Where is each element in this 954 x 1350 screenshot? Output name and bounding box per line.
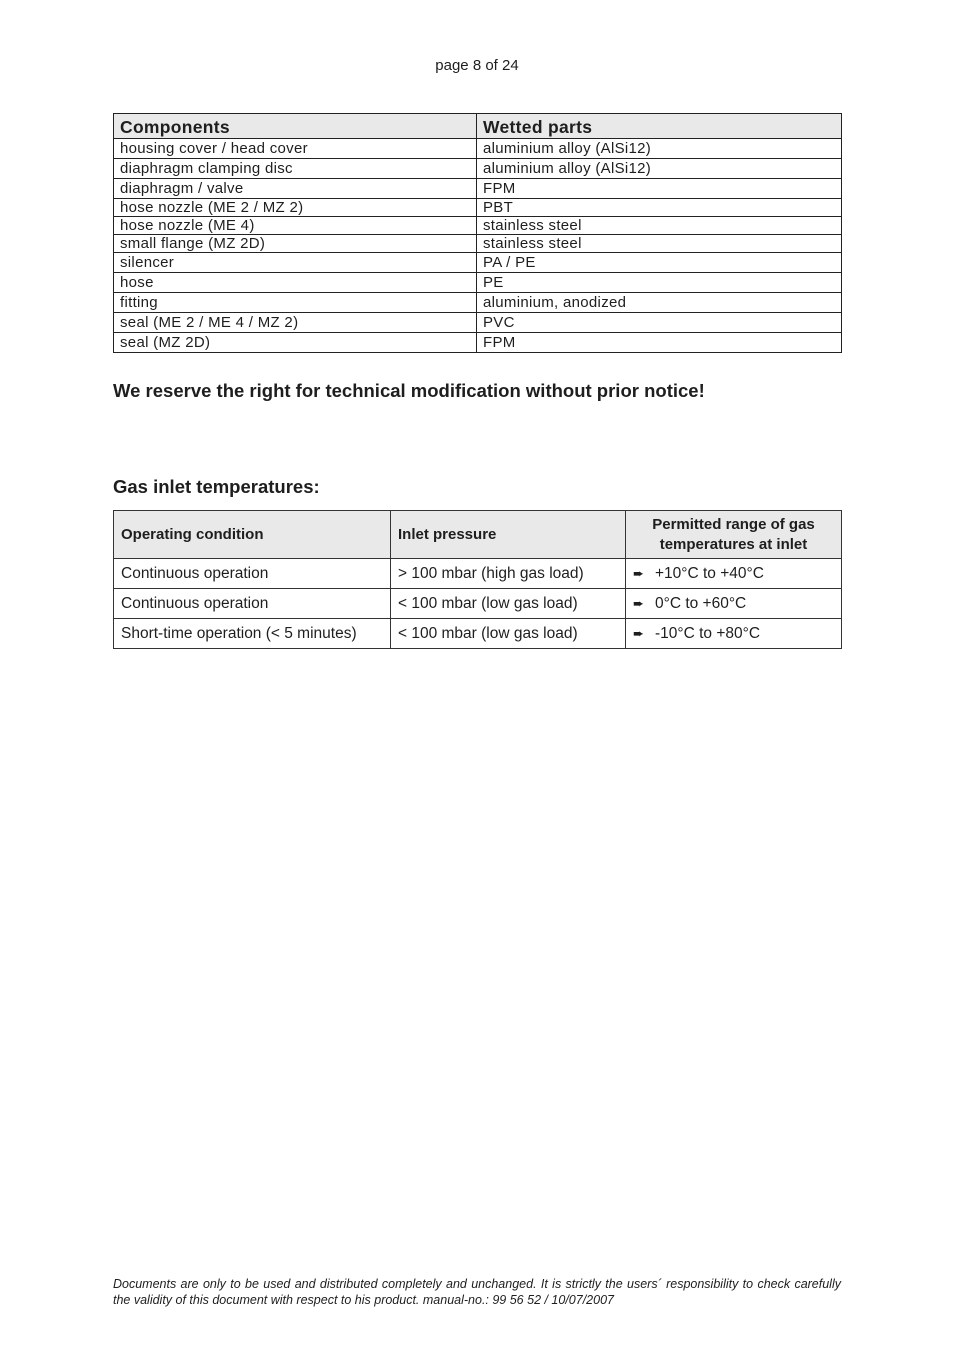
footer-disclaimer: Documents are only to be used and distributed completely and unchanged. It is strictly the users´ responsibility to check carefully the validity of this document with respect to his product. manual-no.: 99 56 52 / 10/07/2007 [113, 1277, 841, 1307]
material-cell: FPM [477, 179, 842, 199]
table-row [114, 139, 842, 159]
component-cell: hose nozzle (ME 4) [114, 217, 477, 235]
gas-inlet-title: Gas inlet temperatures: [113, 476, 320, 497]
header-temperature-range: Permitted range of gas temperatures at inlet [626, 511, 842, 559]
condition-cell: Continuous operation [114, 559, 391, 589]
component-cell: housing cover / head cover [114, 139, 477, 159]
pressure-cell: < 100 mbar (low gas load) [391, 619, 626, 649]
table-header-row [114, 511, 842, 559]
component-cell: diaphragm / valve [114, 179, 477, 199]
component-cell: diaphragm clamping disc [114, 159, 477, 179]
table-row [114, 559, 842, 589]
temperature-cell [626, 559, 842, 589]
material-cell: PBT [477, 199, 842, 217]
condition-cell: Short-time operation (< 5 minutes) [114, 619, 391, 649]
table-row [114, 253, 842, 273]
material-cell: PE [477, 273, 842, 293]
material-cell: FPM [477, 333, 842, 353]
modification-notice: We reserve the right for technical modification without prior notice! [113, 380, 705, 401]
material-cell: PA / PE [477, 253, 842, 273]
material-cell: stainless steel [477, 235, 842, 253]
table-row [114, 217, 842, 235]
header-operating-condition: Operating condition [114, 511, 391, 559]
table-row [114, 313, 842, 333]
header-inlet-pressure: Inlet pressure [391, 511, 626, 559]
temperature-range: 0°C to +60°C [655, 594, 747, 612]
table-row [114, 159, 842, 179]
pressure-cell: < 100 mbar (low gas load) [391, 589, 626, 619]
temperature-cell [626, 589, 842, 619]
component-cell: silencer [114, 253, 477, 273]
gas-inlet-table [113, 510, 842, 649]
temperature-range: -10°C to +80°C [655, 624, 761, 642]
table-row [114, 235, 842, 253]
table-row [114, 273, 842, 293]
table-row [114, 333, 842, 353]
component-cell: seal (ME 2 / ME 4 / MZ 2) [114, 313, 477, 333]
table-row [114, 589, 842, 619]
component-cell: small flange (MZ 2D) [114, 235, 477, 253]
condition-cell: Continuous operation [114, 589, 391, 619]
components-table [113, 113, 842, 353]
arrow-right-icon: ➨ [633, 625, 644, 641]
material-cell: PVC [477, 313, 842, 333]
component-cell: fitting [114, 293, 477, 313]
component-cell: hose [114, 273, 477, 293]
arrow-right-icon: ➨ [633, 595, 644, 611]
component-cell: hose nozzle (ME 2 / MZ 2) [114, 199, 477, 217]
material-cell: aluminium, anodized [477, 293, 842, 313]
header-components: Components [114, 114, 477, 139]
arrow-right-icon: ➨ [633, 565, 644, 581]
table-header-row [114, 114, 842, 139]
material-cell: stainless steel [477, 217, 842, 235]
temperature-range: +10°C to +40°C [655, 564, 764, 582]
material-cell: aluminium alloy (AlSi12) [477, 159, 842, 179]
component-cell: seal (MZ 2D) [114, 333, 477, 353]
page-number: page 8 of 24 [435, 57, 519, 74]
temperature-cell [626, 619, 842, 649]
material-cell: aluminium alloy (AlSi12) [477, 139, 842, 159]
header-wetted-parts: Wetted parts [477, 114, 842, 139]
table-row [114, 199, 842, 217]
pressure-cell: > 100 mbar (high gas load) [391, 559, 626, 589]
table-row [114, 619, 842, 649]
table-row [114, 293, 842, 313]
table-row [114, 179, 842, 199]
